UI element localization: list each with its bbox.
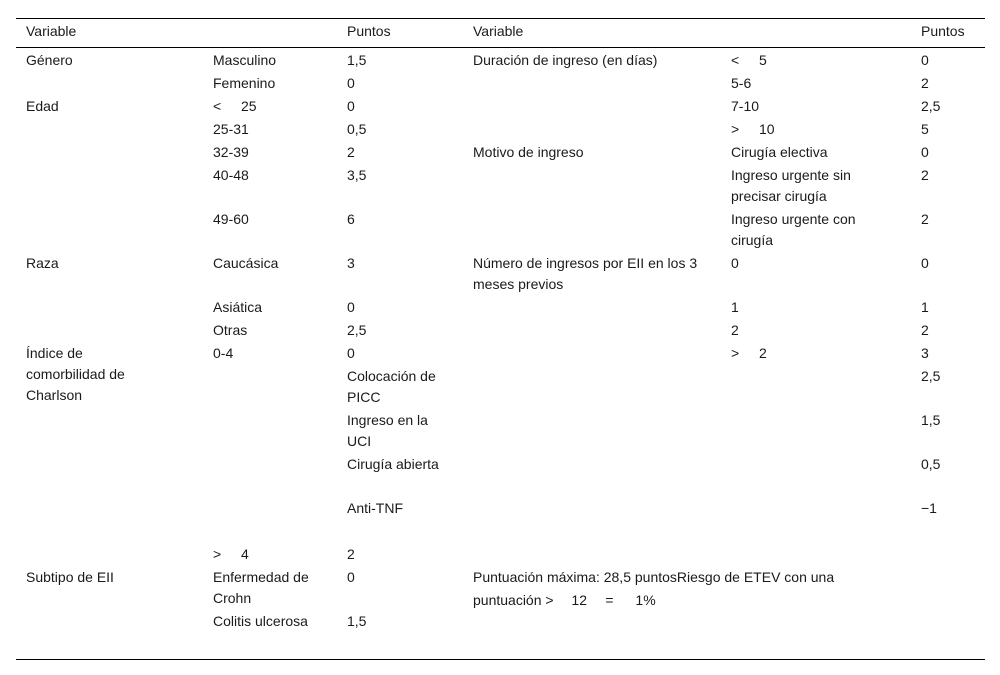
num-ingresos-r2: 1: [731, 299, 739, 315]
genero-masculino-pts: 1,5: [347, 52, 367, 68]
edad-r4: 40-48: [213, 167, 249, 183]
picc-label: Colocación de PICC: [347, 368, 436, 405]
picc-pts: 2,5: [921, 368, 941, 384]
header-variable-right: Variable: [473, 23, 524, 39]
subtipo-crohn-pts: 0: [347, 569, 355, 585]
uci-label: Ingreso en la UCI: [347, 412, 428, 449]
motivo-label: Motivo de ingreso: [473, 144, 584, 160]
subtipo-label: Subtipo de EII: [26, 569, 114, 585]
motivo-r3-pts: 2: [921, 211, 929, 227]
num-ingresos-label: Número de ingresos por EII en los 3 meses previos: [473, 255, 698, 292]
edad-r1-val: 25: [241, 98, 257, 114]
raza-asiatica: Asiática: [213, 299, 263, 315]
duracion-r1-pts: 0: [921, 52, 929, 68]
duracion-r1-sym: <: [731, 52, 740, 68]
charlson-r2: [213, 544, 249, 565]
raza-label: Raza: [26, 255, 59, 271]
cirugia-abierta-pts: 0,5: [921, 456, 941, 472]
bottom-rule: [16, 659, 985, 660]
max-score-label: Puntuación máxima: 28,5 puntos: [473, 569, 677, 585]
header-puntos-right: Puntos: [921, 23, 965, 39]
motivo-r2: Ingreso urgente sin precisar cirugía: [731, 167, 851, 204]
edad-r3: 32-39: [213, 144, 249, 160]
puntuacion-word: puntuación: [473, 592, 542, 608]
subtipo-colitis: Colitis ulcerosa: [213, 613, 308, 629]
genero-femenino-pts: 0: [347, 75, 355, 91]
charlson-r2-pts: 2: [347, 546, 355, 562]
num-ingresos-r3: 2: [731, 322, 739, 338]
genero-label: Género: [26, 52, 73, 68]
header-puntos-left: Puntos: [347, 23, 391, 39]
raza-otras: Otras: [213, 322, 248, 338]
edad-r1: [213, 96, 257, 117]
num-ingresos-r1-pts: 0: [921, 255, 929, 271]
num-ingresos-r4-sym: >: [731, 345, 740, 361]
riesgo-value: 1%: [635, 592, 656, 608]
charlson-label: Índice de comorbilidad de Charlson: [26, 345, 125, 403]
edad-r3-pts: 2: [347, 144, 355, 160]
edad-r5: 49-60: [213, 211, 249, 227]
charlson-r1: 0-4: [213, 345, 234, 361]
antitnf-pts: −1: [921, 500, 937, 516]
score-table: [16, 18, 985, 660]
duracion-r4-pts: 5: [921, 121, 929, 137]
riesgo-text: Riesgo de ETEV con una: [676, 569, 835, 585]
motivo-r3: Ingreso urgente con cirugía: [731, 211, 856, 248]
duracion-r1-val: 5: [759, 52, 767, 68]
header-variable-left: Variable: [26, 23, 77, 39]
motivo-r2-pts: 2: [921, 167, 929, 183]
motivo-r1-pts: 0: [921, 144, 929, 160]
uci-pts: 1,5: [921, 412, 941, 428]
edad-r5-pts: 6: [347, 211, 355, 227]
raza-caucasica: Caucásica: [213, 255, 279, 271]
num-ingresos-r4-pts: 3: [921, 345, 929, 361]
cirugia-abierta-label: Cirugía abierta: [347, 456, 439, 472]
max-score-line: [473, 567, 834, 588]
top-rule: [16, 18, 985, 19]
num-ingresos-r4-val: 2: [759, 345, 767, 361]
edad-r2-pts: 0,5: [347, 121, 367, 137]
edad-r1-sym: <: [213, 98, 222, 114]
charlson-r2-val: 4: [241, 546, 249, 562]
charlson-r2-sym: >: [213, 546, 222, 562]
antitnf-label: Anti-TNF: [347, 500, 403, 516]
motivo-r1: Cirugía electiva: [731, 144, 828, 160]
genero-femenino: Femenino: [213, 75, 276, 91]
subtipo-colitis-pts: 1,5: [347, 613, 367, 629]
num-ingresos-r4: [731, 343, 767, 364]
duracion-label: Duración de ingreso (en días): [473, 52, 658, 68]
raza-otras-pts: 2,5: [347, 322, 367, 338]
raza-caucasica-pts: 3: [347, 255, 355, 271]
num-ingresos-r1: 0: [731, 255, 739, 271]
riesgo-line: [473, 590, 656, 611]
gt-sym: >: [545, 592, 554, 608]
subtipo-crohn: Enfermedad de Crohn: [213, 569, 309, 606]
edad-label: Edad: [26, 98, 59, 114]
edad-r4-pts: 3,5: [347, 167, 367, 183]
raza-asiatica-pts: 0: [347, 299, 355, 315]
duracion-r2: 5-6: [731, 75, 752, 91]
threshold: 12: [571, 592, 587, 608]
duracion-r3: 7-10: [731, 98, 760, 114]
charlson-r1-pts: 0: [347, 345, 355, 361]
genero-masculino: Masculino: [213, 52, 277, 68]
edad-r2: 25-31: [213, 121, 249, 137]
duracion-r3-pts: 2,5: [921, 98, 941, 114]
duracion-r4: [731, 119, 775, 140]
duracion-r1: [731, 50, 767, 71]
duracion-r4-sym: >: [731, 121, 740, 137]
header-rule: [16, 47, 985, 48]
num-ingresos-r3-pts: 2: [921, 322, 929, 338]
num-ingresos-r2-pts: 1: [921, 299, 929, 315]
duracion-r2-pts: 2: [921, 75, 929, 91]
duracion-r4-val: 10: [759, 121, 775, 137]
eq-sym: =: [605, 592, 614, 608]
edad-r1-pts: 0: [347, 98, 355, 114]
